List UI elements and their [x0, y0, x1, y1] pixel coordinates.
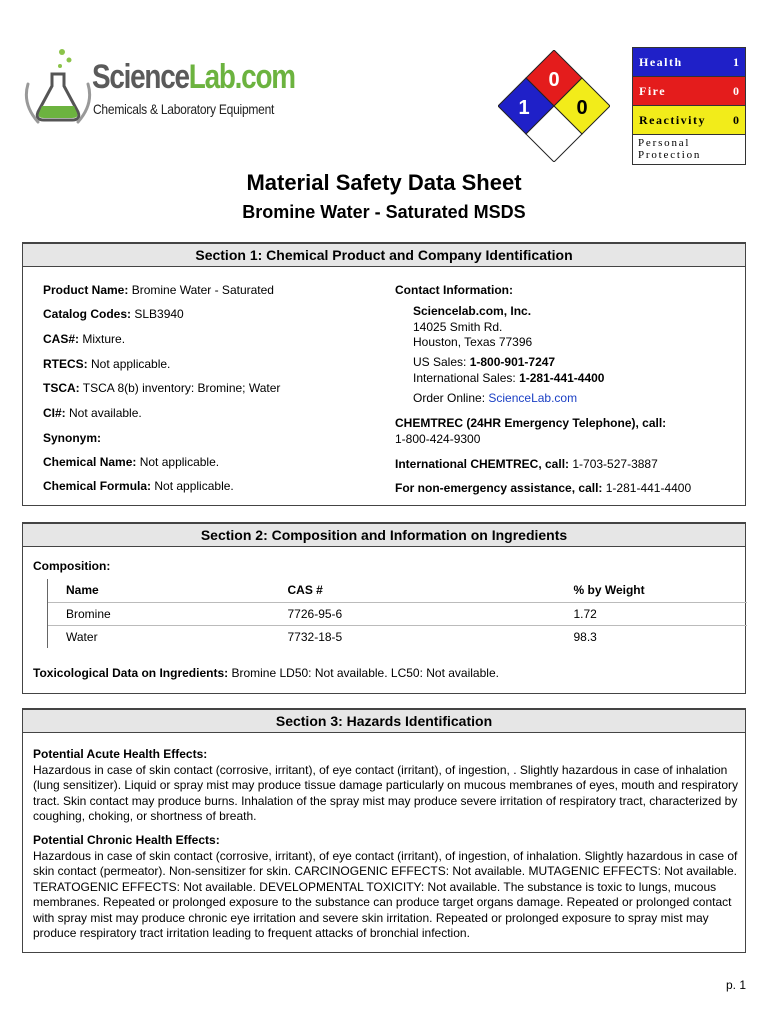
ci-field: CI#: Not available. [43, 406, 142, 420]
document-subtitle: Bromine Water - Saturated MSDS [242, 202, 526, 222]
sciencelab-logo [22, 48, 312, 128]
column-header-weight: % by Weight [573, 583, 645, 598]
cas-field: CAS#: Mixture. [43, 332, 126, 346]
address-line-2: Houston, Texas 77396 [413, 335, 533, 349]
table-header-row [48, 579, 748, 602]
address-line-1: 14025 Smith Rd. [413, 320, 503, 334]
hmis-fire-row: Fire 0 [633, 77, 745, 106]
chemtrec-label: CHEMTREC (24HR Emergency Telephone), call: [395, 416, 667, 430]
hmis-personal-protection-row: Personal Protection [633, 135, 745, 164]
table-cell: Bromine [48, 602, 270, 625]
page-number: p. 1 [725, 978, 746, 992]
table-cell: 1.72 [556, 602, 748, 625]
international-chemtrec: International CHEMTREC, call: 1-703-527-3887 [395, 457, 658, 471]
nfpa-diamond [498, 50, 610, 162]
section-1 [22, 242, 746, 506]
chemical-name-field: Chemical Name: Not applicable. [43, 455, 220, 469]
rtecs-field: RTECS: Not applicable. [43, 357, 171, 371]
column-header-name: Name [48, 579, 270, 602]
nfpa-health-value: 1 [518, 97, 530, 119]
tsca-field: TSCA: TSCA 8(b) inventory: Bromine; Water [43, 381, 281, 395]
composition-table [47, 579, 747, 648]
flask-icon [22, 48, 94, 128]
section-1-heading: Section 1: Chemical Product and Company Identification [23, 243, 745, 267]
section-3 [22, 708, 746, 953]
toxicological-data: Toxicological Data on Ingredients: Bromine LD50: Not available. LC50: Not available. [33, 666, 499, 680]
nfpa-reactivity-value: 0 [576, 97, 588, 119]
non-emergency-assistance: For non-emergency assistance, call: 1-281-441-4400 [395, 481, 692, 495]
order-online: Order Online: ScienceLab.com [413, 391, 578, 405]
product-name-field: Product Name: Bromine Water - Saturated [43, 283, 274, 297]
hmis-reactivity-row: Reactivity 0 [633, 106, 745, 135]
international-sales: International Sales: 1-281-441-4400 [413, 371, 605, 385]
chemtrec-phone: 1-800-424-9300 [395, 432, 481, 446]
table-cell: Water [48, 625, 270, 648]
chronic-health-effects: Potential Chronic Health Effects: Hazardous in case of skin contact (corrosive, irritant), of eye contact (irritant), of ingestion, of inhalation. Slightly hazardous in case of skin contact (permeator). Non-sensitizer for skin. CARCINOGENIC EFFECTS: Not available. MUTAGENIC EFFECTS: Not available. TERATOGENIC EFFECTS: Not available. DEVELOPMENTAL TOXICITY: Not available. The substance is toxic to lungs, mucous membranes. Repeated or prolonged exposure to the substance can produce target organs damage. Repeated or prolonged contact with spray mist may produce chronic eye irritation and severe skin irritation. Repeated or prolonged exposure to spray mist may produce respiratory tract irritation leading to frequent attacks of bronchial infection. [33, 833, 738, 940]
section-2-heading: Section 2: Composition and Information on Ingredients [23, 523, 745, 547]
column-header-cas: CAS # [287, 583, 323, 598]
logo-tagline: Chemicals & Laboratory Equipment [93, 101, 275, 117]
document-title: Material Safety Data Sheet [246, 170, 522, 195]
hmis-label [632, 47, 746, 165]
table-cell: 7726-95-6 [270, 602, 556, 625]
hmis-health-row: Health 1 [633, 48, 745, 77]
table-row [48, 625, 748, 648]
table-row [48, 602, 748, 625]
logo-wordmark: ScienceLab.com [92, 58, 295, 96]
nfpa-fire-value: 0 [548, 69, 560, 91]
sciencelab-link[interactable]: ScienceLab.com [488, 391, 578, 405]
composition-label: Composition: [33, 559, 111, 573]
section-3-heading: Section 3: Hazards Identification [23, 709, 745, 733]
catalog-codes-field: Catalog Codes: SLB3940 [43, 307, 184, 321]
us-sales: US Sales: 1-800-901-7247 [413, 355, 556, 369]
contact-information-label: Contact Information: [395, 283, 513, 297]
table-cell: 7732-18-5 [270, 625, 556, 648]
synonym-field: Synonym: [43, 431, 102, 445]
chemical-formula-field: Chemical Formula: Not applicable. [43, 479, 234, 493]
acute-health-effects: Potential Acute Health Effects: Hazardous in case of skin contact (corrosive, irritant), of eye contact (irritant), of ingestion, . Slightly hazardous in case of inhalation (lung sensitizer). Liquid or spray mist may produce tissue damage particularly on mucous membranes of eyes, mouth and respiratory tract. Skin contact may produce burns. Inhalation of the spray mist may produce severe irritation of respiratory tract, characterized by coughing, choking, or shortness of breath. [33, 747, 738, 823]
table-cell: 98.3 [556, 625, 748, 648]
company-name: Sciencelab.com, Inc. [413, 304, 532, 318]
section-2 [22, 522, 746, 694]
